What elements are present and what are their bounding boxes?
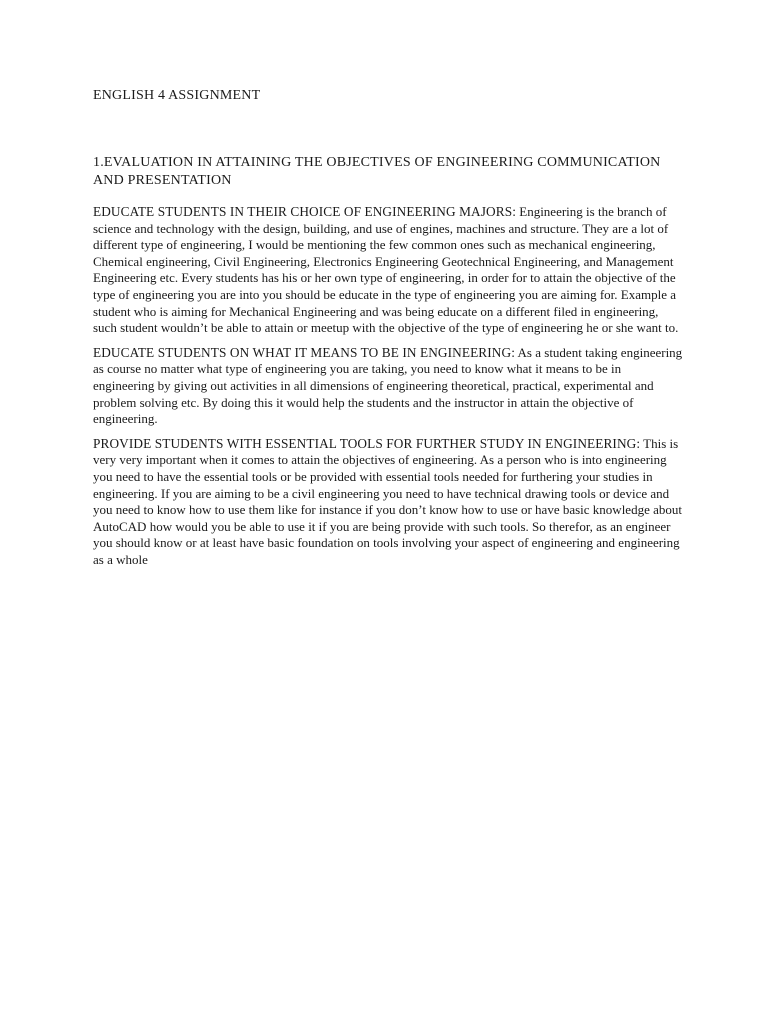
paragraph-text: As a student taking engineering as course no matter what type of engineering you are taking, you need to know what it means to be in engineering by giving out activities in all dimensions of engineering theoretical, practical, experimental and problem solving etc. By doing this it would help the students and the instructor in attain the objective of engineering. [93,344,683,427]
paragraph-meaning [93,345,683,428]
paragraph-heading: PROVIDE STUDENTS WITH ESSENTIAL TOOLS FOR FURTHER STUDY IN ENGINEERING: [93,435,641,451]
paragraph-heading: EDUCATE STUDENTS ON WHAT IT MEANS TO BE IN ENGINEERING: [93,344,516,360]
paragraph-text: This is very very important when it comes to attain the objectives of engineering. As a person who is into engineering you need to have the essential tools or be provided with essential tools needed for furthering your studies in engineering. If you are aiming to be a civil engineering you need to have technical drawing tools or device and you need to know how to use them like for instance if you don’t know how to use or have basic knowledge about AutoCAD how would you be able to use it if you are being provide with such tools. So therefor, as an engineer you should know or at least have basic foundation on tools involving your aspect of engineering and engineering as a whole [93,435,682,567]
section-heading: 1.EVALUATION IN ATTAINING THE OBJECTIVES OF ENGINEERING COMMUNICATION AND PRESENTATION [93,155,661,188]
paragraph-majors [93,204,683,337]
document-title: ENGLISH 4 ASSIGNMENT [93,88,261,103]
document-body [93,204,683,576]
paragraph-heading: EDUCATE STUDENTS IN THEIR CHOICE OF ENGINEERING MAJORS: [93,204,516,219]
paragraph-tools [93,436,683,569]
paragraph-text: Engineering is the branch of science and technology with the design, building, and use of engines, machines and structure. They are a lot of different type of engineering, I would be mentioning the few common ones such as mechanical engineering, Chemical engineering, Civil Engineering, Electronics Engineering Geotechnical Engineering, and Management Engineering etc. Every students has his or her own type of engineering, in order for to attain the objective of the type of engineering you are into you should be educate in the type of engineering you are aiming for. Example a student who is aiming for Mechanical Engineering and was being educate on a different filed in engineering, such student wouldn’t be able to attain or meetup with the objective of the type of engineering he or she want to. [93,204,679,336]
